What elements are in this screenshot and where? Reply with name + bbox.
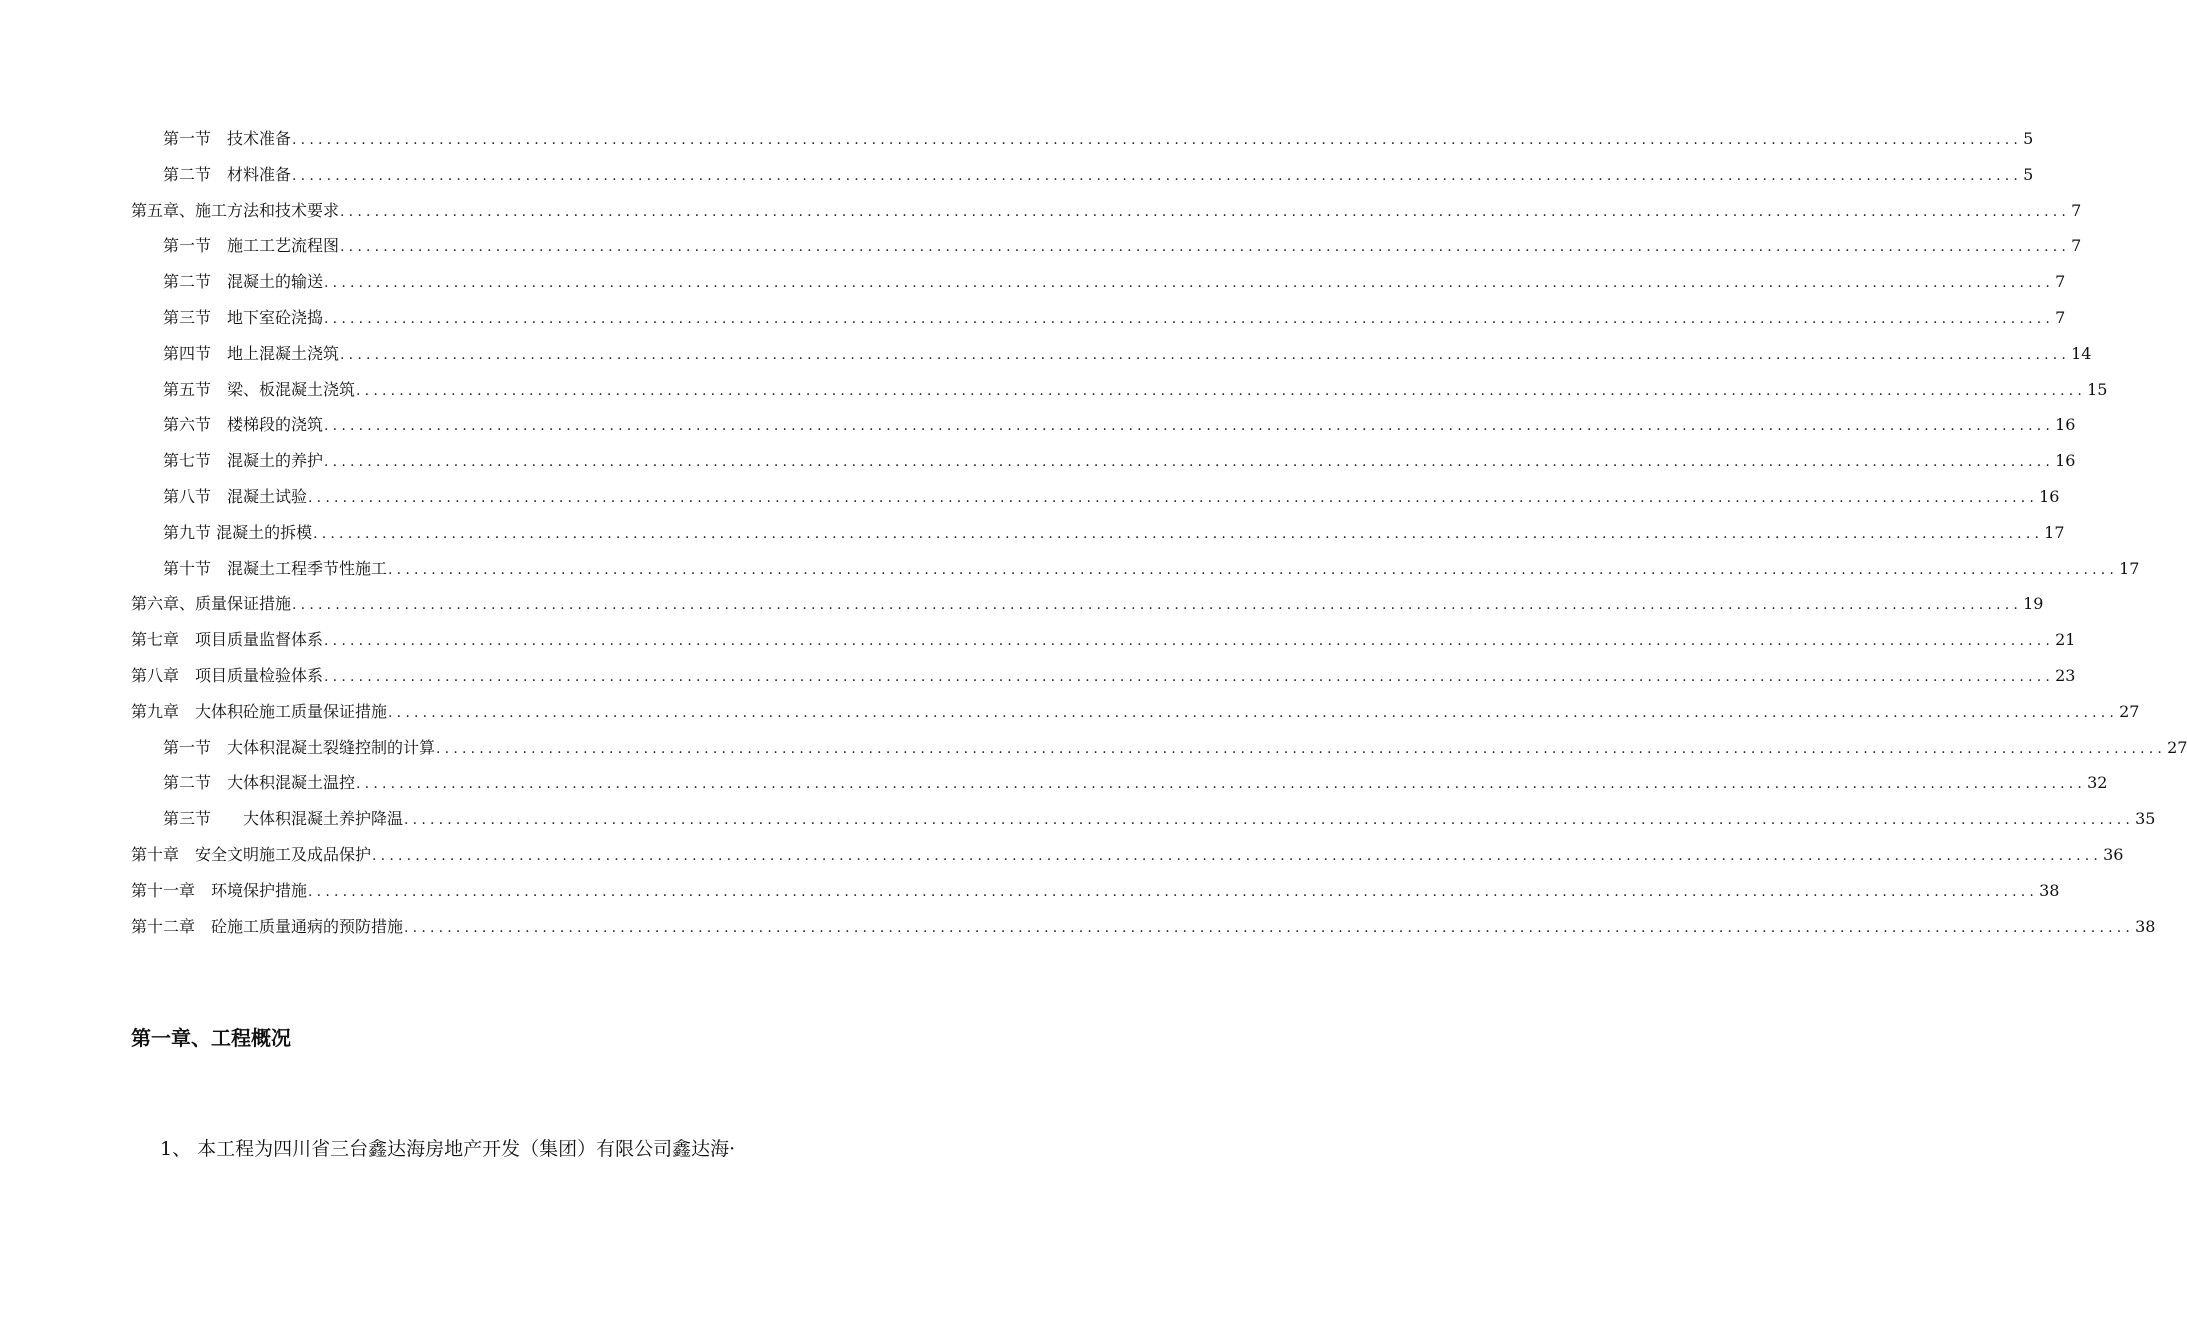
toc-dot-leader: ........................................................................................................................................................................................................: [340, 346, 2071, 363]
toc-entry[interactable]: [0, 264, 2066, 300]
toc-dot-leader: ........................................................................................................................................................................................................: [308, 489, 2039, 506]
toc-dot-leader: ........................................................................................................................................................................................................: [292, 597, 2023, 614]
toc-entry-title: 第一节 大体积混凝土裂缝控制的计算: [163, 737, 436, 757]
toc-entry-page: 36: [2103, 844, 2124, 864]
toc-entry[interactable]: [0, 121, 2034, 157]
toc-entry-page: 17: [2044, 522, 2065, 542]
toc-entry[interactable]: [0, 336, 2092, 372]
toc-entry[interactable]: [0, 515, 2065, 551]
toc-dot-leader: ........................................................................................................................................................................................................: [324, 633, 2055, 650]
toc-dot-leader: ........................................................................................................................................................................................................: [372, 847, 2103, 864]
toc-entry[interactable]: [0, 765, 2108, 801]
toc-entry-title: 第六节 楼梯段的浇筑: [163, 415, 324, 435]
toc-entry-page: 38: [2135, 916, 2156, 936]
toc-entry-title: 第八章 项目质量检验体系: [131, 665, 324, 685]
toc-entry[interactable]: [0, 873, 2060, 909]
toc-entry-title: 第九章 大体积砼施工质量保证措施: [131, 701, 388, 721]
toc-entry-page: 7: [2055, 307, 2066, 327]
toc-entry[interactable]: [0, 479, 2060, 515]
toc-dot-leader: ........................................................................................................................................................................................................: [324, 668, 2055, 685]
toc-dot-leader: ........................................................................................................................................................................................................: [340, 239, 2071, 256]
toc-dot-leader: ........................................................................................................................................................................................................: [340, 203, 2071, 220]
toc-entry-page: 7: [2071, 200, 2082, 220]
toc-entry-page: 17: [2119, 558, 2140, 578]
toc-entry-title: 第七节 混凝土的养护: [163, 451, 324, 471]
toc-entry[interactable]: [0, 837, 2124, 873]
toc-entry-page: 35: [2135, 809, 2156, 829]
toc-entry-page: 7: [2071, 236, 2082, 256]
toc-entry[interactable]: [0, 157, 2034, 193]
toc-dot-leader: ........................................................................................................................................................................................................: [313, 525, 2044, 542]
toc-dot-leader: ........................................................................................................................................................................................................: [324, 454, 2055, 471]
chapter-heading: 第一章、工程概况: [131, 1026, 291, 1050]
toc-entry-title: 第二节 大体积混凝土温控: [163, 773, 356, 793]
toc-dot-leader: ........................................................................................................................................................................................................: [324, 418, 2055, 435]
toc-entry-title: 第三节 大体积混凝土养护降温: [163, 809, 404, 829]
toc-entry-title: 第八节 混凝土试验: [163, 486, 308, 506]
toc-entry-title: 第十章 安全文明施工及成品保护: [131, 844, 372, 864]
toc-entry-page: 5: [2023, 129, 2034, 148]
toc-entry[interactable]: [0, 694, 2140, 730]
toc-entry-title: 第一节 施工工艺流程图: [163, 236, 340, 256]
toc-dot-leader: ........................................................................................................................................................................................................: [292, 132, 2023, 148]
toc-entry-page: 16: [2055, 415, 2076, 435]
toc-entry[interactable]: [0, 407, 2076, 443]
toc-entry[interactable]: [0, 658, 2076, 694]
toc-entry-page: 38: [2039, 880, 2060, 900]
toc-entry-title: 第十二章 砼施工质量通病的预防措施: [131, 916, 404, 936]
toc-entry-page: 16: [2055, 451, 2076, 471]
toc-entry[interactable]: [0, 372, 2108, 408]
toc-entry[interactable]: [0, 586, 2044, 622]
toc-entry-page: 19: [2023, 594, 2044, 614]
toc-entry[interactable]: [0, 228, 2082, 264]
toc-entry[interactable]: [0, 622, 2076, 658]
toc-dot-leader: ........................................................................................................................................................................................................: [404, 919, 2135, 936]
toc-entry-page: 5: [2023, 164, 2034, 184]
toc-entry-title: 第十节 混凝土工程季节性施工: [163, 558, 388, 578]
toc-dot-leader: ........................................................................................................................................................................................................: [308, 883, 2039, 900]
toc-entry-title: 第五章、施工方法和技术要求: [131, 200, 340, 220]
toc-entry-page: 7: [2055, 272, 2066, 292]
toc-entry-title: 第九节 混凝土的拆模: [163, 522, 313, 542]
toc-dot-leader: ........................................................................................................................................................................................................: [324, 310, 2055, 327]
toc-dot-leader: ........................................................................................................................................................................................................: [356, 776, 2087, 793]
toc-entry[interactable]: [0, 443, 2076, 479]
toc-entry-page: 23: [2055, 665, 2076, 685]
toc-entry[interactable]: [0, 801, 2156, 837]
table-of-contents: [0, 121, 2187, 944]
body-paragraph: 1、 本工程为四川省三台鑫达海房地产开发（集团）有限公司鑫达海·: [160, 1138, 736, 1160]
toc-dot-leader: ........................................................................................................................................................................................................: [356, 382, 2087, 399]
toc-entry-page: 27: [2119, 701, 2140, 721]
toc-entry-title: 第七章 项目质量监督体系: [131, 630, 324, 650]
toc-dot-leader: ........................................................................................................................................................................................................: [388, 561, 2119, 578]
toc-dot-leader: ........................................................................................................................................................................................................: [436, 740, 2167, 757]
toc-entry-page: 15: [2087, 379, 2108, 399]
toc-dot-leader: ........................................................................................................................................................................................................: [388, 704, 2119, 721]
toc-entry-title: 第十一章 环境保护措施: [131, 880, 308, 900]
toc-entry-page: 14: [2071, 343, 2092, 363]
toc-entry-page: 16: [2039, 486, 2060, 506]
toc-dot-leader: ........................................................................................................................................................................................................: [324, 275, 2055, 292]
toc-entry[interactable]: [0, 193, 2082, 229]
toc-entry-page: 21: [2055, 630, 2076, 650]
toc-dot-leader: ........................................................................................................................................................................................................: [404, 812, 2135, 829]
toc-entry[interactable]: [0, 730, 2187, 766]
toc-entry-title: 第二节 混凝土的输送: [163, 272, 324, 292]
toc-entry-page: 27: [2167, 737, 2187, 757]
toc-entry-title: 第四节 地上混凝土浇筑: [163, 343, 340, 363]
toc-entry-title: 第六章、质量保证措施: [131, 594, 292, 614]
toc-entry-title: 第三节 地下室砼浇捣: [163, 307, 324, 327]
toc-entry-title: 第二节 材料准备: [163, 164, 292, 184]
toc-entry-title: 第五节 梁、板混凝土浇筑: [163, 379, 356, 399]
toc-entry[interactable]: [0, 300, 2066, 336]
toc-dot-leader: ........................................................................................................................................................................................................: [292, 167, 2023, 184]
toc-entry[interactable]: [0, 909, 2156, 945]
toc-entry-title: 第一节 技术准备: [163, 129, 292, 148]
toc-entry[interactable]: [0, 551, 2140, 587]
toc-entry-page: 32: [2087, 773, 2108, 793]
